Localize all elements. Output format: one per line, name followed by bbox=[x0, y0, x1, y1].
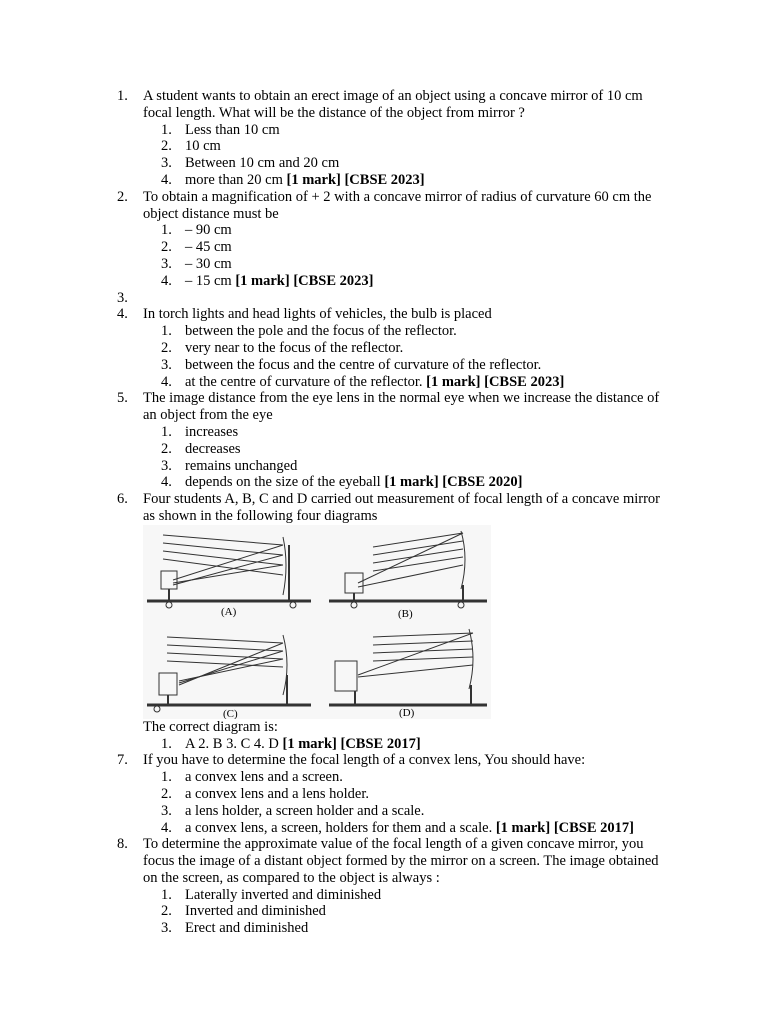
diagram-panel-d bbox=[329, 629, 487, 705]
option: 1. – 90 cm bbox=[161, 222, 232, 239]
diagram-label-a: (A) bbox=[221, 605, 237, 618]
question-5 bbox=[0, 390, 668, 491]
option-text: Laterally inverted and diminished bbox=[185, 886, 382, 903]
option: 1. increases bbox=[161, 423, 239, 440]
option-text: a convex lens and a screen. bbox=[185, 769, 343, 786]
marks-tag: [1 mark] [CBSE 2023] bbox=[426, 373, 565, 390]
option-text: a convex lens, a screen, holders for them and a scale. bbox=[185, 819, 493, 836]
option-text: Less than 10 cm bbox=[185, 121, 280, 138]
option: 2. decreases bbox=[161, 440, 241, 457]
question-number: 1. bbox=[117, 88, 128, 104]
option: 1. Laterally inverted and diminished bbox=[161, 886, 382, 903]
option-text: between the focus and the centre of curvature of the reflector. bbox=[185, 356, 542, 373]
diagram-label-b: (B) bbox=[398, 607, 413, 620]
question-number: 7. bbox=[117, 752, 128, 769]
option-text: A 2. B 3. C 4. D bbox=[185, 735, 279, 752]
question-text: To obtain a magnification of + 2 with a concave mirror of radius of curvature 60 cm the object distance must be bbox=[143, 188, 652, 222]
option-text: a lens holder, a screen holder and a scale. bbox=[185, 802, 425, 819]
option: 2. Inverted and diminished bbox=[161, 903, 326, 920]
option-line: 1. A 2. B 3. C 4. D [1 mark] [CBSE 2017] bbox=[161, 735, 421, 752]
option-text: Between 10 cm and 20 cm bbox=[185, 155, 340, 172]
diagram-label-d: (D) bbox=[399, 706, 415, 719]
question-number: 5. bbox=[117, 390, 128, 407]
question-text: To determine the approximate value of the focal length of a given concave mirror, you focus the image of a distant object formed by the mirror on a screen. The image obtained on the screen, as compared to the object is always : bbox=[143, 836, 659, 886]
question-3 bbox=[0, 290, 668, 307]
option: 4. a convex lens, a screen, holders for them and a scale. [1 mark] [CBSE 2017] bbox=[161, 819, 634, 836]
option: 2. a convex lens and a lens holder. bbox=[161, 785, 370, 802]
marks-tag: [1 mark] [CBSE 2017] bbox=[495, 819, 634, 836]
marks-tag: [1 mark] [CBSE 2017] bbox=[282, 735, 421, 752]
option-text: Inverted and diminished bbox=[185, 903, 326, 920]
question-text: In torch lights and head lights of vehicles, the bulb is placed bbox=[143, 306, 492, 323]
diagram-label-c: (C) bbox=[223, 707, 238, 719]
diagram-panel-a bbox=[147, 535, 311, 608]
question-6 bbox=[0, 491, 668, 752]
option: 3. a lens holder, a screen holder and a scale. bbox=[161, 802, 425, 819]
question-4 bbox=[0, 306, 668, 390]
option: 1. a convex lens and a screen. bbox=[161, 769, 343, 786]
question-number: 6. bbox=[117, 491, 128, 508]
question-number: 2. bbox=[117, 188, 128, 205]
option-text: between the pole and the focus of the reflector. bbox=[185, 323, 457, 340]
option-text: very near to the focus of the reflector. bbox=[185, 339, 404, 356]
question-text: Four students A, B, C and D carried out measurement of focal length of a concave mirror as shown in the following four diagrams bbox=[143, 491, 661, 524]
question-2 bbox=[0, 189, 668, 290]
option-text: Erect and diminished bbox=[185, 920, 309, 937]
question-text: The image distance from the eye lens in the normal eye when we increase the distance of an object from the eye bbox=[143, 390, 660, 424]
question-number: 8. bbox=[117, 836, 128, 853]
option: 4. at the centre of curvature of the reflector. [1 mark] [CBSE 2023] bbox=[161, 373, 565, 390]
marks-tag: [1 mark] [CBSE 2023] bbox=[286, 171, 425, 188]
question-number: 3. bbox=[117, 289, 128, 306]
diagram-panel-c bbox=[147, 635, 311, 712]
option-text: more than 20 cm bbox=[185, 171, 283, 188]
option-text: depends on the size of the eyeball bbox=[185, 474, 381, 491]
focal-length-diagrams bbox=[143, 525, 491, 719]
option-text: – 15 cm bbox=[185, 272, 232, 289]
option-text: remains unchanged bbox=[185, 457, 298, 474]
optics-diagram-figure bbox=[143, 525, 491, 719]
question-text: A student wants to obtain an erect image of an object using a concave mirror of 10 cm focal length. What will be the distance of the object from mirror ? bbox=[143, 88, 643, 121]
option: 4. more than 20 cm [1 mark] [CBSE 2023] bbox=[161, 171, 425, 188]
question-1 bbox=[0, 88, 668, 189]
question-followup: The correct diagram is: bbox=[143, 718, 278, 735]
option-text: at the centre of curvature of the reflector. bbox=[185, 373, 423, 390]
option: 3. remains unchanged bbox=[161, 457, 298, 474]
option: 3. – 30 cm bbox=[161, 255, 232, 272]
option-text: – 45 cm bbox=[185, 239, 232, 256]
option: 3. between the focus and the centre of curvature of the reflector. bbox=[161, 356, 542, 373]
option: 1. Less than 10 cm bbox=[161, 121, 280, 138]
option: 4. depends on the size of the eyeball [1 mark] [CBSE 2020] bbox=[161, 474, 523, 491]
document-page bbox=[0, 88, 768, 937]
question-7 bbox=[0, 752, 668, 836]
diagram-panel-b bbox=[329, 531, 487, 608]
question-text: If you have to determine the focal length of a convex lens, You should have: bbox=[143, 752, 586, 769]
option: 3. Erect and diminished bbox=[161, 920, 309, 937]
marks-tag: [1 mark] [CBSE 2020] bbox=[384, 474, 523, 491]
option: 3. Between 10 cm and 20 cm bbox=[161, 155, 340, 172]
marks-tag: [1 mark] [CBSE 2023] bbox=[235, 272, 374, 289]
option: 2. 10 cm bbox=[161, 138, 221, 155]
option-text: – 90 cm bbox=[185, 222, 232, 239]
option-text: 10 cm bbox=[185, 138, 221, 155]
option: 4. – 15 cm [1 mark] [CBSE 2023] bbox=[161, 272, 374, 289]
option: 1. between the pole and the focus of the reflector. bbox=[161, 323, 457, 340]
option: 2. – 45 cm bbox=[161, 239, 232, 256]
question-text bbox=[143, 290, 668, 307]
option-text: decreases bbox=[185, 440, 241, 457]
question-number: 4. bbox=[117, 306, 128, 323]
option-text: – 30 cm bbox=[185, 255, 232, 272]
option: 2. very near to the focus of the reflector. bbox=[161, 339, 404, 356]
question-8 bbox=[0, 836, 668, 937]
option-text: increases bbox=[185, 423, 239, 440]
option-text: a convex lens and a lens holder. bbox=[185, 785, 370, 802]
